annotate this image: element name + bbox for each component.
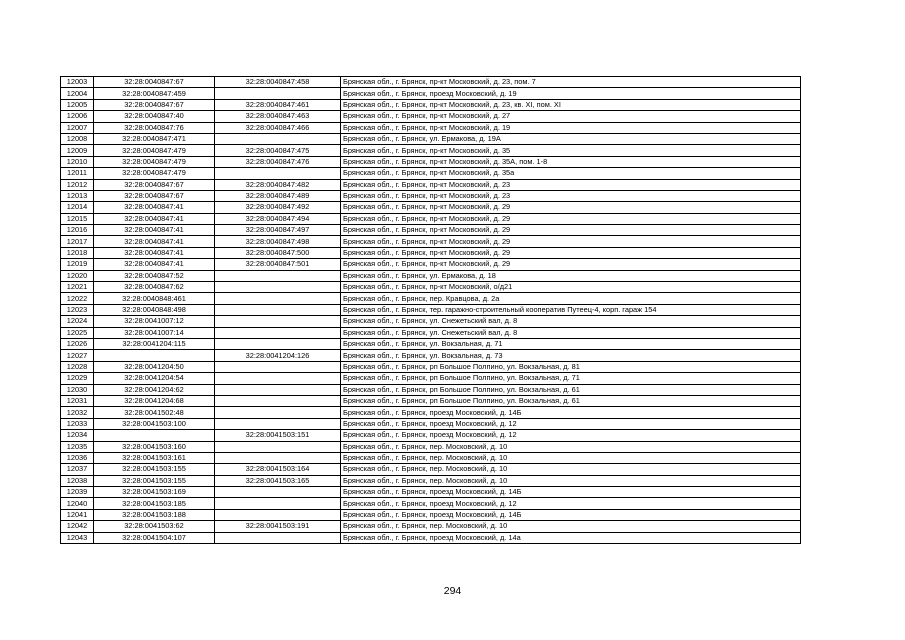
table-row — [61, 77, 801, 88]
parcel-cadastral-cell: 32:28:0040847:459 — [94, 88, 215, 99]
object-cadastral-cell: 32:28:0041204:126 — [215, 350, 341, 361]
table-row — [61, 247, 801, 258]
row-number-cell: 12020 — [61, 270, 94, 281]
object-cadastral-cell — [215, 88, 341, 99]
parcel-cadastral-cell: 32:28:0040847:41 — [94, 213, 215, 224]
table-row — [61, 338, 801, 349]
parcel-cadastral-cell: 32:28:0041204:115 — [94, 338, 215, 349]
address-cell: Брянская обл., г. Брянск, пр-кт Московский, д. 23 — [341, 179, 801, 190]
object-cadastral-cell — [215, 361, 341, 372]
row-number-cell: 12006 — [61, 111, 94, 122]
address-cell: Брянская обл., г. Брянск, ул. Вокзальная, д. 71 — [341, 338, 801, 349]
parcel-cadastral-cell: 32:28:0040847:41 — [94, 247, 215, 258]
row-number-cell: 12040 — [61, 498, 94, 509]
row-number-cell: 12022 — [61, 293, 94, 304]
address-cell: Брянская обл., г. Брянск, пр-кт Московский, д. 29 — [341, 213, 801, 224]
row-number-cell: 12011 — [61, 168, 94, 179]
table-row — [61, 282, 801, 293]
address-cell: Брянская обл., г. Брянск, пр-кт Московский, д. 19 — [341, 122, 801, 133]
object-cadastral-cell — [215, 532, 341, 543]
parcel-cadastral-cell: 32:28:0041204:68 — [94, 395, 215, 406]
object-cadastral-cell — [215, 509, 341, 520]
object-cadastral-cell — [215, 418, 341, 429]
object-cadastral-cell: 32:28:0040847:497 — [215, 225, 341, 236]
address-cell: Брянская обл., г. Брянск, проезд Московский, д. 19 — [341, 88, 801, 99]
row-number-cell: 12029 — [61, 373, 94, 384]
row-number-cell: 12034 — [61, 430, 94, 441]
row-number-cell: 12012 — [61, 179, 94, 190]
table-row — [61, 259, 801, 270]
row-number-cell: 12017 — [61, 236, 94, 247]
address-cell: Брянская обл., г. Брянск, пр-кт Московский, д. 23 — [341, 190, 801, 201]
parcel-cadastral-cell: 32:28:0040847:41 — [94, 202, 215, 213]
row-number-cell: 12041 — [61, 509, 94, 520]
parcel-cadastral-cell: 32:28:0041503:155 — [94, 475, 215, 486]
table-row — [61, 225, 801, 236]
object-cadastral-cell — [215, 487, 341, 498]
table-row — [61, 430, 801, 441]
row-number-cell: 12008 — [61, 133, 94, 144]
parcel-cadastral-cell: 32:28:0040848:498 — [94, 304, 215, 315]
parcel-cadastral-cell: 32:28:0040847:76 — [94, 122, 215, 133]
object-cadastral-cell: 32:28:0040847:476 — [215, 156, 341, 167]
address-cell: Брянская обл., г. Брянск, рп Большое Полпино, ул. Вокзальная, д. 61 — [341, 395, 801, 406]
object-cadastral-cell: 32:28:0040847:489 — [215, 190, 341, 201]
object-cadastral-cell — [215, 327, 341, 338]
address-cell: Брянская обл., г. Брянск, пр-кт Московский, д. 29 — [341, 225, 801, 236]
parcel-cadastral-cell: 32:28:0040847:67 — [94, 99, 215, 110]
row-number-cell: 12009 — [61, 145, 94, 156]
parcel-cadastral-cell: 32:28:0041503:161 — [94, 452, 215, 463]
object-cadastral-cell: 32:28:0040847:463 — [215, 111, 341, 122]
row-number-cell: 12027 — [61, 350, 94, 361]
table-row — [61, 145, 801, 156]
table-row — [61, 168, 801, 179]
row-number-cell: 12015 — [61, 213, 94, 224]
table-row — [61, 99, 801, 110]
table-row — [61, 452, 801, 463]
parcel-cadastral-cell: 32:28:0040847:479 — [94, 156, 215, 167]
row-number-cell: 12004 — [61, 88, 94, 99]
row-number-cell: 12036 — [61, 452, 94, 463]
parcel-cadastral-cell: 32:28:0040847:67 — [94, 179, 215, 190]
object-cadastral-cell — [215, 384, 341, 395]
row-number-cell: 12039 — [61, 487, 94, 498]
row-number-cell: 12005 — [61, 99, 94, 110]
table-row — [61, 361, 801, 372]
table-row — [61, 350, 801, 361]
row-number-cell: 12025 — [61, 327, 94, 338]
address-cell: Брянская обл., г. Брянск, проезд Московский, д. 14Б — [341, 509, 801, 520]
table-row — [61, 487, 801, 498]
parcel-cadastral-cell: 32:28:0040848:461 — [94, 293, 215, 304]
table-row — [61, 464, 801, 475]
address-cell: Брянская обл., г. Брянск, ул. Ермакова, д. 19А — [341, 133, 801, 144]
object-cadastral-cell: 32:28:0041503:164 — [215, 464, 341, 475]
address-cell: Брянская обл., г. Брянск, проезд Московский, д. 14Б — [341, 487, 801, 498]
table-row — [61, 395, 801, 406]
object-cadastral-cell: 32:28:0041503:165 — [215, 475, 341, 486]
address-cell: Брянская обл., г. Брянск, пр-кт Московский, д. 23, кв. XI, пом. XI — [341, 99, 801, 110]
row-number-cell: 12019 — [61, 259, 94, 270]
object-cadastral-cell: 32:28:0040847:461 — [215, 99, 341, 110]
object-cadastral-cell — [215, 270, 341, 281]
table-row — [61, 316, 801, 327]
parcel-cadastral-cell: 32:28:0040847:52 — [94, 270, 215, 281]
table-row — [61, 509, 801, 520]
table-row — [61, 190, 801, 201]
register-table — [60, 76, 801, 544]
table-row — [61, 327, 801, 338]
row-number-cell: 12007 — [61, 122, 94, 133]
object-cadastral-cell: 32:28:0040847:500 — [215, 247, 341, 258]
address-cell: Брянская обл., г. Брянск, пр-кт Московский, д. 35А, пом. 1-8 — [341, 156, 801, 167]
address-cell: Брянская обл., г. Брянск, пер. Московский, д. 10 — [341, 521, 801, 532]
row-number-cell: 12038 — [61, 475, 94, 486]
address-cell: Брянская обл., г. Брянск, проезд Московский, д. 12 — [341, 430, 801, 441]
table-row — [61, 498, 801, 509]
parcel-cadastral-cell: 32:28:0041503:160 — [94, 441, 215, 452]
table-row — [61, 384, 801, 395]
object-cadastral-cell — [215, 293, 341, 304]
object-cadastral-cell — [215, 395, 341, 406]
parcel-cadastral-cell: 32:28:0040847:471 — [94, 133, 215, 144]
register-table-body — [61, 77, 801, 544]
row-number-cell: 12033 — [61, 418, 94, 429]
object-cadastral-cell: 32:28:0040847:492 — [215, 202, 341, 213]
object-cadastral-cell: 32:28:0040847:466 — [215, 122, 341, 133]
address-cell: Брянская обл., г. Брянск, пер. Московский, д. 10 — [341, 464, 801, 475]
row-number-cell: 12026 — [61, 338, 94, 349]
object-cadastral-cell — [215, 373, 341, 384]
table-row — [61, 156, 801, 167]
row-number-cell: 12010 — [61, 156, 94, 167]
object-cadastral-cell — [215, 316, 341, 327]
address-cell: Брянская обл., г. Брянск, проезд Московский, д. 12 — [341, 498, 801, 509]
parcel-cadastral-cell: 32:28:0040847:479 — [94, 168, 215, 179]
address-cell: Брянская обл., г. Брянск, рп Большое Полпино, ул. Вокзальная, д. 81 — [341, 361, 801, 372]
parcel-cadastral-cell: 32:28:0041503:155 — [94, 464, 215, 475]
parcel-cadastral-cell: 32:28:0041204:54 — [94, 373, 215, 384]
address-cell: Брянская обл., г. Брянск, пер. Московский, д. 10 — [341, 452, 801, 463]
parcel-cadastral-cell: 32:28:0040847:41 — [94, 236, 215, 247]
address-cell: Брянская обл., г. Брянск, пр-кт Московский, д. 23, пом. 7 — [341, 77, 801, 88]
object-cadastral-cell — [215, 407, 341, 418]
object-cadastral-cell: 32:28:0040847:498 — [215, 236, 341, 247]
address-cell: Брянская обл., г. Брянск, пр-кт Московский, д. 35а — [341, 168, 801, 179]
parcel-cadastral-cell: 32:28:0040847:41 — [94, 225, 215, 236]
object-cadastral-cell — [215, 338, 341, 349]
parcel-cadastral-cell: 32:28:0040847:479 — [94, 145, 215, 156]
address-cell: Брянская обл., г. Брянск, проезд Московский, д. 12 — [341, 418, 801, 429]
parcel-cadastral-cell: 32:28:0040847:41 — [94, 259, 215, 270]
table-row — [61, 532, 801, 543]
object-cadastral-cell — [215, 498, 341, 509]
table-row — [61, 88, 801, 99]
row-number-cell: 12035 — [61, 441, 94, 452]
table-row — [61, 475, 801, 486]
address-cell: Брянская обл., г. Брянск, пр-кт Московский, д. 29 — [341, 247, 801, 258]
parcel-cadastral-cell: 32:28:0040847:67 — [94, 190, 215, 201]
table-row — [61, 304, 801, 315]
parcel-cadastral-cell: 32:28:0041204:62 — [94, 384, 215, 395]
address-cell: Брянская обл., г. Брянск, пр-кт Московский, д. 29 — [341, 202, 801, 213]
object-cadastral-cell: 32:28:0041503:151 — [215, 430, 341, 441]
parcel-cadastral-cell: 32:28:0041007:12 — [94, 316, 215, 327]
table-row — [61, 213, 801, 224]
parcel-cadastral-cell: 32:28:0040847:40 — [94, 111, 215, 122]
row-number-cell: 12003 — [61, 77, 94, 88]
parcel-cadastral-cell: 32:28:0040847:62 — [94, 282, 215, 293]
parcel-cadastral-cell: 32:28:0040847:67 — [94, 77, 215, 88]
parcel-cadastral-cell: 32:28:0041504:107 — [94, 532, 215, 543]
parcel-cadastral-cell: 32:28:0041503:100 — [94, 418, 215, 429]
address-cell: Брянская обл., г. Брянск, пр-кт Московский, д. 35 — [341, 145, 801, 156]
address-cell: Брянская обл., г. Брянск, пр-кт Московский, д. 27 — [341, 111, 801, 122]
address-cell: Брянская обл., г. Брянск, пр-кт Московский, д. 29 — [341, 236, 801, 247]
parcel-cadastral-cell: 32:28:0041503:62 — [94, 521, 215, 532]
object-cadastral-cell — [215, 168, 341, 179]
address-cell: Брянская обл., г. Брянск, ул. Снежетьский вал, д. 8 — [341, 316, 801, 327]
parcel-cadastral-cell: 32:28:0041007:14 — [94, 327, 215, 338]
table-row — [61, 111, 801, 122]
table-row — [61, 179, 801, 190]
row-number-cell: 12016 — [61, 225, 94, 236]
address-cell: Брянская обл., г. Брянск, ул. Снежетьский вал, д. 8 — [341, 327, 801, 338]
row-number-cell: 12037 — [61, 464, 94, 475]
parcel-cadastral-cell: 32:28:0041503:169 — [94, 487, 215, 498]
row-number-cell: 12043 — [61, 532, 94, 543]
object-cadastral-cell — [215, 441, 341, 452]
table-row — [61, 407, 801, 418]
address-cell: Брянская обл., г. Брянск, пер. Кравцова, д. 2а — [341, 293, 801, 304]
row-number-cell: 12028 — [61, 361, 94, 372]
table-row — [61, 521, 801, 532]
object-cadastral-cell — [215, 304, 341, 315]
address-cell: Брянская обл., г. Брянск, пр-кт Московский, д. 29 — [341, 259, 801, 270]
address-cell: Брянская обл., г. Брянск, ул. Ермакова, д. 18 — [341, 270, 801, 281]
parcel-cadastral-cell — [94, 350, 215, 361]
row-number-cell: 12042 — [61, 521, 94, 532]
row-number-cell: 12031 — [61, 395, 94, 406]
parcel-cadastral-cell: 32:28:0041502:48 — [94, 407, 215, 418]
row-number-cell: 12023 — [61, 304, 94, 315]
address-cell: Брянская обл., г. Брянск, рп Большое Полпино, ул. Вокзальная, д. 61 — [341, 384, 801, 395]
row-number-cell: 12032 — [61, 407, 94, 418]
object-cadastral-cell: 32:28:0040847:475 — [215, 145, 341, 156]
row-number-cell: 12018 — [61, 247, 94, 258]
table-row — [61, 122, 801, 133]
address-cell: Брянская обл., г. Брянск, пер. Московский, д. 10 — [341, 441, 801, 452]
row-number-cell: 12013 — [61, 190, 94, 201]
address-cell: Брянская обл., г. Брянск, пр-кт Московский, о/д21 — [341, 282, 801, 293]
object-cadastral-cell: 32:28:0040847:494 — [215, 213, 341, 224]
object-cadastral-cell: 32:28:0040847:501 — [215, 259, 341, 270]
address-cell: Брянская обл., г. Брянск, проезд Московский, д. 14Б — [341, 407, 801, 418]
address-cell: Брянская обл., г. Брянск, рп Большое Полпино, ул. Вокзальная, д. 71 — [341, 373, 801, 384]
object-cadastral-cell — [215, 452, 341, 463]
table-row — [61, 373, 801, 384]
object-cadastral-cell — [215, 282, 341, 293]
address-cell: Брянская обл., г. Брянск, проезд Московский, д. 14а — [341, 532, 801, 543]
parcel-cadastral-cell — [94, 430, 215, 441]
object-cadastral-cell: 32:28:0040847:458 — [215, 77, 341, 88]
table-row — [61, 133, 801, 144]
parcel-cadastral-cell: 32:28:0041503:188 — [94, 509, 215, 520]
table-row — [61, 418, 801, 429]
object-cadastral-cell: 32:28:0041503:191 — [215, 521, 341, 532]
object-cadastral-cell — [215, 133, 341, 144]
row-number-cell: 12030 — [61, 384, 94, 395]
parcel-cadastral-cell: 32:28:0041503:185 — [94, 498, 215, 509]
page-number: 294 — [443, 585, 462, 597]
table-row — [61, 202, 801, 213]
table-row — [61, 293, 801, 304]
parcel-cadastral-cell: 32:28:0041204:50 — [94, 361, 215, 372]
table-row — [61, 441, 801, 452]
row-number-cell: 12014 — [61, 202, 94, 213]
row-number-cell: 12024 — [61, 316, 94, 327]
row-number-cell: 12021 — [61, 282, 94, 293]
object-cadastral-cell: 32:28:0040847:482 — [215, 179, 341, 190]
table-row — [61, 270, 801, 281]
address-cell: Брянская обл., г. Брянск, тер. гаражно-строительный кооператив Путеец-4, корп. гараж 154 — [341, 304, 801, 315]
address-cell: Брянская обл., г. Брянск, ул. Вокзальная, д. 73 — [341, 350, 801, 361]
table-row — [61, 236, 801, 247]
address-cell: Брянская обл., г. Брянск, пер. Московский, д. 10 — [341, 475, 801, 486]
